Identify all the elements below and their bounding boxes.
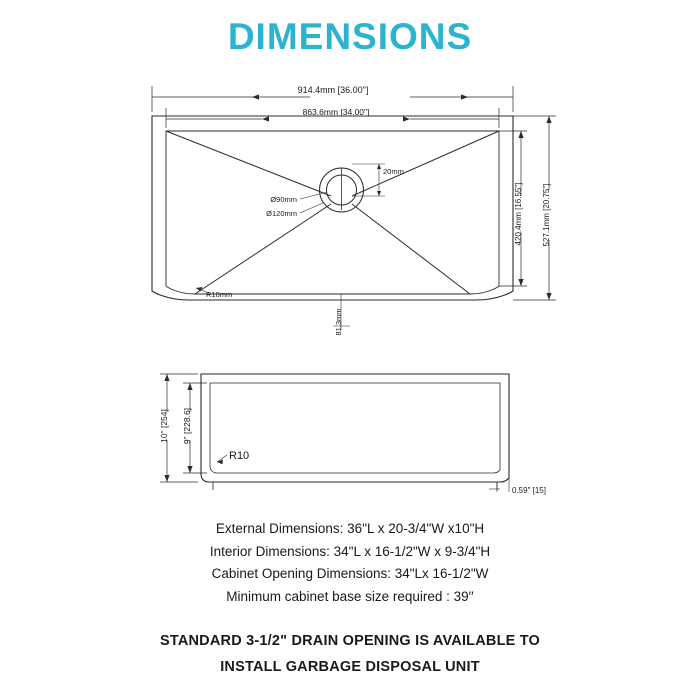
spec-minimum-base: Minimum cabinet base size required : 39′′ bbox=[226, 588, 474, 604]
label-side-radius: R10 bbox=[229, 450, 250, 462]
label-height-outer: 10" [254] bbox=[159, 409, 169, 443]
footer-note bbox=[0, 628, 700, 680]
spec-cabinet-opening: Cabinet Opening Dimensions: 34"Lx 16-1/2"W bbox=[211, 566, 489, 581]
spec-external-dimensions: External Dimensions: 36"L x 20-3/4"W x10"H bbox=[215, 521, 485, 536]
label-corner-radius: R10mm bbox=[206, 290, 233, 299]
spec-interior-dimensions: Interior Dimensions: 34"L x 16-1/2"W x 9-3/4"H bbox=[209, 543, 491, 559]
page-title: DIMENSIONS bbox=[227, 16, 473, 57]
label-overall-depth: 527.1mm [20.75"] bbox=[542, 183, 551, 247]
label-inner-width: 863.6mm [34.00"] bbox=[302, 107, 370, 117]
label-height-inner: 9" [228.6] bbox=[182, 407, 192, 445]
specifications-list bbox=[0, 518, 700, 608]
footer-line-1: STANDARD 3-1/2" DRAIN OPENING IS AVAILABLE TO bbox=[159, 633, 541, 649]
label-drain-offset: 20mm bbox=[383, 167, 404, 176]
label-inner-depth: 420.4mm [16.55"] bbox=[514, 182, 523, 246]
label-drain-large: Ø120mm bbox=[266, 209, 297, 218]
label-overall-width: 914.4mm [36.00"] bbox=[297, 85, 369, 95]
footer-line-2: INSTALL GARBAGE DISPOSAL UNIT bbox=[220, 659, 480, 675]
label-drain-small: Ø90mm bbox=[270, 195, 297, 204]
label-front-curve: 81.3mm bbox=[334, 308, 343, 336]
label-thickness: 0.59" [15] bbox=[512, 486, 546, 495]
